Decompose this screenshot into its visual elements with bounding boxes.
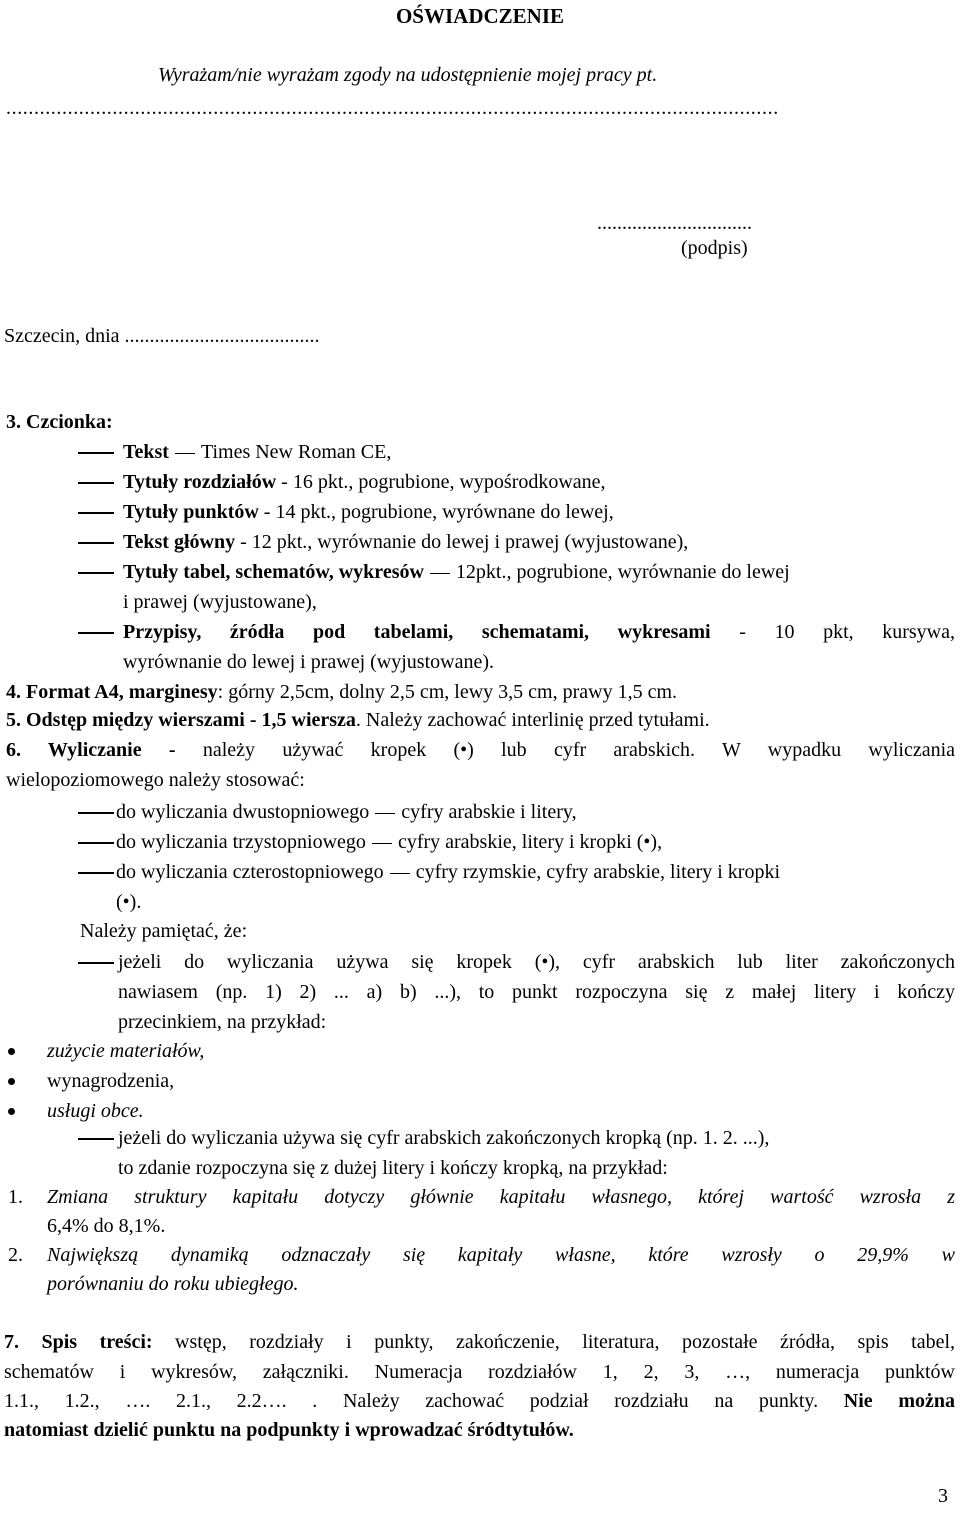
dash-icon	[78, 1138, 114, 1140]
font-item-5-cont: i prawej (wyjustowane),	[123, 591, 317, 613]
bullet-item-1: zużycie materiałów,	[47, 1040, 205, 1062]
example-1-line-2: 6,4% do 8,1%.	[47, 1215, 166, 1237]
bullet-icon	[8, 1108, 15, 1115]
bullet-item-2: wynagrodzenia,	[47, 1070, 175, 1092]
rule-2-line-2: to zdanie rozpoczyna się z dużej litery i kończy kropką, na przykład:	[118, 1157, 668, 1179]
rule-1-line-3: przecinkiem, na przykład:	[118, 1011, 327, 1033]
level-item-2: do wyliczania trzystopniowego cyfry arabskie, litery i kropki (•),	[116, 831, 663, 853]
dash-icon	[372, 843, 392, 845]
font-item-6: Przypisy, źródła pod tabelami, schematami, wykresami - 10 pkt, kursywa,	[123, 621, 955, 643]
bullet-item-3: usługi obce.	[47, 1100, 144, 1122]
dash-icon	[375, 813, 395, 815]
example-2-number: 2.	[8, 1244, 23, 1266]
dash-icon	[78, 512, 114, 514]
example-2-line-1: Największą dynamiką odznaczały się kapitały własne, które wzrosły o 29,9% w	[47, 1244, 955, 1266]
section-5: 5. Odstęp między wierszami - 1,5 wiersza. Należy zachować interlinię przed tytułami.	[6, 709, 710, 731]
dash-icon	[390, 873, 410, 875]
level-item-3-cont: (•).	[116, 891, 142, 913]
consent-text: Wyrażam/nie wyrażam zgody na udostępnienie mojej pracy pt.	[158, 64, 658, 86]
font-item-2: Tytuły rozdziałów - 16 pkt., pogrubione, wypośrodkowane,	[123, 471, 606, 493]
dash-icon	[78, 812, 114, 814]
section-6-cont: wielopoziomowego należy stosować:	[6, 769, 305, 791]
title-dots: ..........................................................................................................................................	[6, 97, 779, 119]
remember-text: Należy pamiętać, że:	[80, 920, 248, 942]
dash-icon	[78, 542, 114, 544]
signature-label: (podpis)	[681, 237, 748, 259]
declaration-title: OŚWIADCZENIE	[395, 4, 565, 28]
dash-icon	[430, 573, 450, 575]
rule-2-line-1: jeżeli do wyliczania używa się cyfr arabskich zakończonych kropką (np. 1. 2. ...),	[118, 1127, 770, 1149]
bullet-icon	[8, 1048, 15, 1055]
rule-1-line-1: jeżeli do wyliczania używa się kropek (•), cyfr arabskich lub liter zakończonych	[118, 951, 955, 973]
level-item-3: do wyliczania czterostopniowego cyfry rzymskie, cyfry arabskie, litery i kropki	[116, 861, 781, 883]
section-7-line-4: natomiast dzielić punktu na podpunkty i wprowadzać śródtytułów.	[4, 1419, 574, 1441]
place-date: Szczecin, dnia .......................................	[4, 325, 320, 347]
dash-icon	[78, 872, 114, 874]
section-3-heading: 3. Czcionka:	[6, 411, 113, 433]
dash-icon	[78, 572, 114, 574]
section-4: 4. Format A4, marginesy: górny 2,5cm, dolny 2,5 cm, lewy 3,5 cm, prawy 1,5 cm.	[6, 681, 678, 703]
page-number: 3	[938, 1485, 948, 1507]
section-7-line-2: schematów i wykresów, załączniki. Numeracja rozdziałów 1, 2, 3, …, numeracja punktów	[4, 1361, 955, 1383]
dash-icon	[175, 453, 195, 455]
font-item-3: Tytuły punktów - 14 pkt., pogrubione, wyrównane do lewej,	[123, 501, 614, 523]
level-item-1: do wyliczania dwustopniowego cyfry arabskie i litery,	[116, 801, 577, 823]
dash-icon	[78, 482, 114, 484]
example-2-line-2: porównaniu do roku ubiegłego.	[47, 1273, 299, 1295]
dash-icon	[78, 452, 114, 454]
example-1-number: 1.	[8, 1186, 23, 1208]
dash-icon	[78, 632, 114, 634]
signature-dots: ...............................	[597, 212, 752, 234]
font-item-6-cont: wyrównanie do lewej i prawej (wyjustowane).	[123, 651, 494, 673]
font-item-4: Tekst główny - 12 pkt., wyrównanie do lewej i prawej (wyjustowane),	[123, 531, 689, 553]
section-6: 6. Wyliczanie - należy używać kropek (•) lub cyfr arabskich. W wypadku wyliczania	[6, 739, 956, 761]
font-item-5: Tytuły tabel, schematów, wykresów 12pkt., pogrubione, wyrównanie do lewej	[123, 561, 790, 583]
section-7-line-1: 7. Spis treści: wstęp, rozdziały i punkty, zakończenie, literatura, pozostałe źródła, spis tabel,	[4, 1331, 956, 1353]
bullet-icon	[8, 1078, 15, 1085]
rule-1-line-2: nawiasem (np. 1) 2) ... a) b) ...), to punkt rozpoczyna się z małej litery i kończy	[118, 981, 955, 1003]
dash-icon	[78, 962, 114, 964]
dash-icon	[78, 842, 114, 844]
font-item-1: Tekst Times New Roman CE,	[123, 441, 392, 463]
example-1-line-1: Zmiana struktury kapitału dotyczy głównie kapitału własnego, której wartość wzrosła z	[47, 1186, 955, 1208]
section-7-line-3: 1.1., 1.2., …. 2.1., 2.2…. . Należy zachować podział rozdziału na punkty. Nie można	[4, 1390, 955, 1412]
